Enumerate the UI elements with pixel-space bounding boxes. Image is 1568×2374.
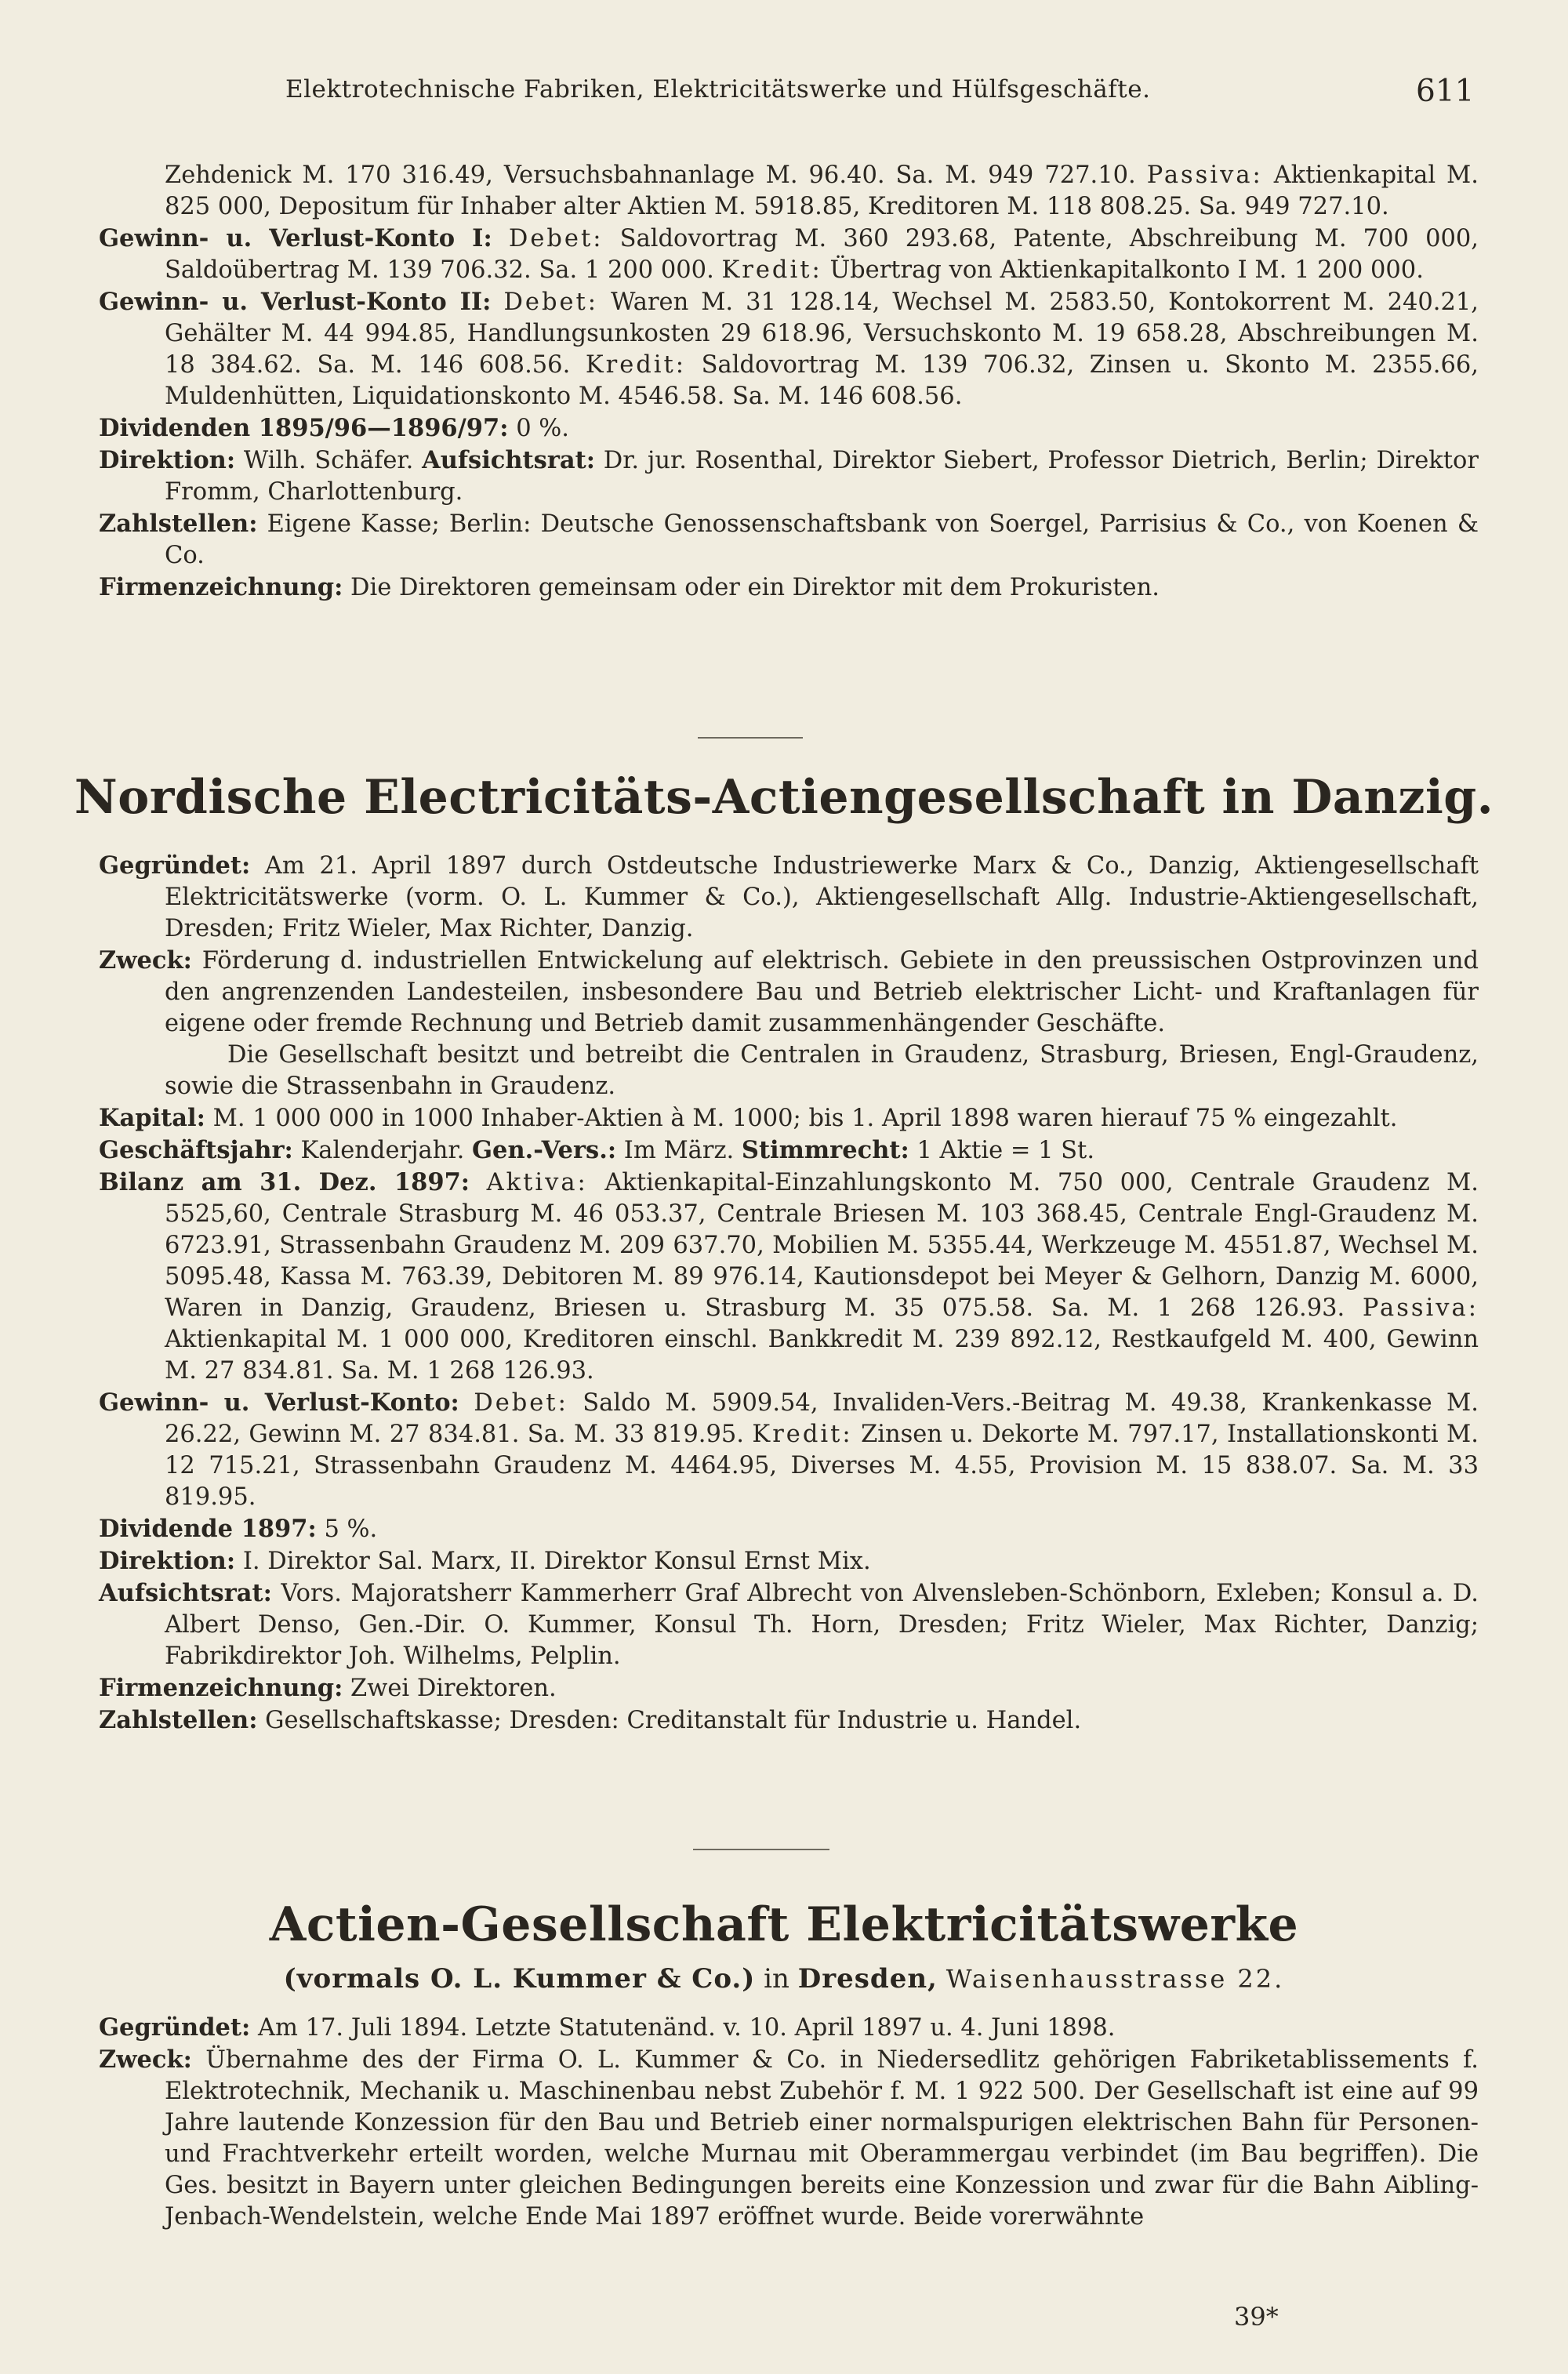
dividende-entry: Dividende 1897: 5 %.: [99, 1515, 378, 1543]
section-divider: [693, 1849, 829, 1850]
signature-mark: 39*: [1234, 2302, 1279, 2332]
top-section: [99, 160, 1479, 604]
page-number: 611: [1416, 74, 1475, 109]
section-subheading-dresden: (vormals O. L. Kummer & Co.) in Dresden, Waisenhausstrasse 22.: [283, 1963, 1285, 1995]
dividenden-entry: Dividenden 1895/96—1896/97: 0 %.: [99, 414, 569, 442]
zweck-continuation: Die Gesellschaft besitzt und betreibt die Centralen in Graudenz, Strasburg, Briesen, Engl-Graudenz, sowie die Strassenbahn in Graudenz.: [165, 1041, 1479, 1100]
direktion-entry: Direktion: I. Direktor Sal. Marx, II. Direktor Konsul Ernst Mix.: [99, 1547, 871, 1575]
geschaeftsjahr-entry: Geschäftsjahr: Kalenderjahr. Gen.-Vers.: Im März. Stimmrecht: 1 Aktie = 1 St.: [99, 1136, 1095, 1164]
bilanz-continuation: Zehdenick M. 170 316.49, Versuchsbahnanlage M. 96.40. Sa. M. 949 727.10. Passiva: Aktienkapital M. 825 000, Depositum für Inhaber alter Aktien M. 5918.85, Kreditoren M. 118 808.25. Sa. 949 727.10.: [165, 162, 1479, 220]
zahlstellen-entry: Zahlstellen: Gesellschaftskasse; Dresden: Creditanstalt für Industrie u. Handel.: [99, 1706, 1082, 1734]
running-head: [0, 75, 1568, 122]
firmenzeichnung-entry: Firmenzeichnung: Die Direktoren gemeinsam oder ein Direktor mit dem Prokuristen.: [99, 573, 1160, 601]
section-dresden: [99, 2012, 1479, 2233]
section-heading-dresden: Actien-Gesellschaft Elektricitätswerke: [269, 1897, 1299, 1952]
section-heading-danzig: Nordische Electricitäts-Actiengesellschaft in Danzig.: [74, 770, 1494, 825]
guv-konto-entry: Gewinn- u. Verlust-Konto: Debet: Saldo M. 5909.54, Invaliden-Vers.-Beitrag M. 49.38, Krankenkasse M. 26.22, Gewinn M. 27 834.81. Sa. M. 33 819.95. Kredit: Zinsen u. Dekorte M. 797.17, Installationskonti M. 12 715.21, Strassenbahn Graudenz M. 4464.95, Diverses M. 4.55, Provision M. 15 838.07. Sa. M. 33 819.95.: [99, 1388, 1479, 1511]
direktion-entry: Direktion: Wilh. Schäfer. Aufsichtsrat: Dr. jur. Rosenthal, Direktor Siebert, Professor Dietrich, Berlin; Direktor Fromm, Charlottenburg.: [99, 446, 1479, 506]
gegruendet-entry: Gegründet: Am 21. April 1897 durch Ostdeutsche Industriewerke Marx & Co., Danzig, Aktiengesellschaft Elektricitätswerke (vorm. O. L. Kummer & Co.), Aktiengesellschaft Allg. Industrie-Aktiengesellschaft, Dresden; Fritz Wieler, Max Richter, Danzig.: [99, 851, 1479, 942]
zahlstellen-entry: Zahlstellen: Eigene Kasse; Berlin: Deutsche Genossenschaftsbank von Soergel, Parrisius & Co., von Koenen & Co.: [99, 510, 1479, 569]
guv-konto-1: Gewinn- u. Verlust-Konto I: Debet: Saldovortrag M. 360 293.68, Patente, Abschreibung M. 700 000, Saldoübertrag M. 139 706.32. Sa. 1 200 000. Kredit: Übertrag von Aktienkapitalkonto I M. 1 200 000.: [99, 224, 1479, 284]
kapital-entry: Kapital: M. 1 000 000 in 1000 Inhaber-Aktien à M. 1000; bis 1. April 1898 waren hierauf 75 % eingezahlt.: [99, 1104, 1398, 1132]
zweck-entry: Zweck: Übernahme des der Firma O. L. Kummer & Co. in Niedersedlitz gehörigen Fabriketablissements f. Elektrotechnik, Mechanik u. Maschinenbau nebst Zubehör f. M. 1 922 500. Der Gesellschaft ist eine auf 99 Jahre lautende Konzession für den Bau und Betrieb einer normalspurigen elektrischen Bahn für Personen- und Frachtverkehr erteilt worden, welche Murnau mit Oberammergau verbindet (im Bau begriffen). Die Ges. besitzt in Bayern unter gleichen Bedingungen bereits eine Konzession und zwar für die Bahn Aibling-Jenbach-Wendelstein, welche Ende Mai 1897 eröffnet wurde. Beide vorerwähnte: [99, 2045, 1479, 2231]
zweck-entry: Zweck: Förderung d. industriellen Entwickelung auf elektrisch. Gebiete in den preussischen Ostprovinzen und den angrenzenden Landesteilen, insbesondere Bau und Betrieb elektrischer Licht- und Kraftanlagen für eigene oder fremde Rechnung und Betrieb damit zusammenhängender Geschäfte.: [99, 946, 1479, 1037]
gegruendet-entry: Gegründet: Am 17. Juli 1894. Letzte Statutenänd. v. 10. April 1897 u. 4. Juni 1898.: [99, 2013, 1116, 2042]
running-title: Elektrotechnische Fabriken, Elektricitätswerke und Hülfsgeschäfte.: [285, 75, 1151, 103]
guv-konto-2: Gewinn- u. Verlust-Konto II: Debet: Waren M. 31 128.14, Wechsel M. 2583.50, Kontokorrent M. 240.21, Gehälter M. 44 994.85, Handlungsunkosten 29 618.96, Versuchskonto M. 19 658.28, Abschreibungen M. 18 384.62. Sa. M. 146 608.56. Kredit: Saldovortrag M. 139 706.32, Zinsen u. Skonto M. 2355.66, Muldenhütten, Liquidationskonto M. 4546.58. Sa. M. 146 608.56.: [99, 288, 1479, 410]
firmenzeichnung-entry: Firmenzeichnung: Zwei Direktoren.: [99, 1674, 557, 1702]
aufsichtsrat-entry: Aufsichtsrat: Vors. Majoratsherr Kammerherr Graf Albrecht von Alvensleben-Schönborn, Exleben; Konsul a. D. Albert Denso, Gen.-Dir. O. Kummer, Konsul Th. Horn, Dresden; Fritz Wieler, Max Richter, Danzig; Fabrikdirektor Joh. Wilhelms, Pelplin.: [99, 1579, 1479, 1670]
bilanz-entry: Bilanz am 31. Dez. 1897: Aktiva: Aktienkapital-Einzahlungskonto M. 750 000, Centrale Graudenz M. 5525,60, Centrale Strasburg M. 46 053.37, Centrale Briesen M. 103 368.45, Centrale Engl-Graudenz M. 6723.91, Strassenbahn Graudenz M. 209 637.70, Mobilien M. 5355.44, Werkzeuge M. 4551.87, Wechsel M. 5095.48, Kassa M. 763.39, Debitoren M. 89 976.14, Kautionsdepot bei Meyer & Gelhorn, Danzig M. 6000, Waren in Danzig, Graudenz, Briesen u. Strasburg M. 35 075.58. Sa. M. 1 268 126.93. Passiva: Aktienkapital M. 1 000 000, Kreditoren einschl. Bankkredit M. 239 892.12, Restkaufgeld M. 400, Gewinn M. 27 834.81. Sa. M. 1 268 126.93.: [99, 1168, 1479, 1385]
section-divider: [698, 737, 803, 739]
section-danzig: [99, 850, 1479, 1737]
